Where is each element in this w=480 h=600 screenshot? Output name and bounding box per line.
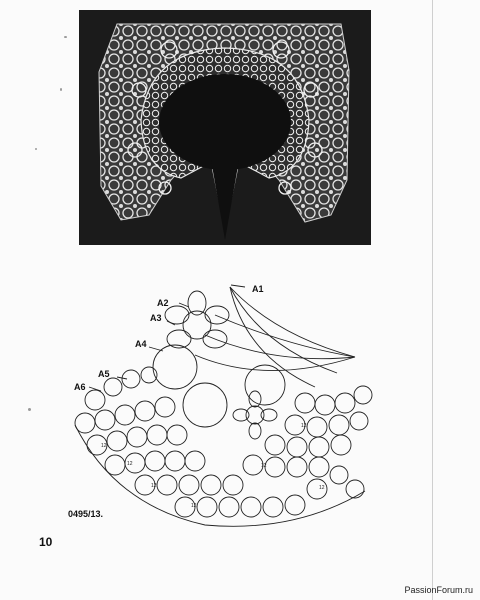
marker-a2: A2 xyxy=(157,298,169,308)
scan-speck xyxy=(35,148,37,150)
ring-label: 12 xyxy=(261,463,267,469)
marker-a6: A6 xyxy=(74,382,86,392)
marker-a5: A5 xyxy=(98,369,110,379)
scan-speck xyxy=(64,36,67,38)
marker-a3: A3 xyxy=(150,313,162,323)
mesh-lines xyxy=(195,287,355,387)
ring-label: 12 xyxy=(301,423,307,429)
page-number: 10 xyxy=(39,535,53,549)
ring-label: 12 xyxy=(319,485,325,491)
collar-illustration xyxy=(79,10,371,245)
ring-label: 12 xyxy=(101,443,107,449)
marker-a4: A4 xyxy=(135,339,147,349)
page-edge-line xyxy=(432,0,433,600)
ring-label: 12 xyxy=(151,483,157,489)
pattern-code: 0495/13. xyxy=(68,509,104,519)
scan-speck xyxy=(60,88,62,91)
watermark: PassionForum.ru xyxy=(404,585,473,595)
scan-speck xyxy=(28,408,31,411)
marker-a1: A1 xyxy=(252,284,264,294)
tatting-diagram xyxy=(55,275,390,545)
lace-collar-photo xyxy=(79,10,371,245)
ring-label: 12 xyxy=(191,503,197,509)
ring-label: 12 xyxy=(127,461,133,467)
